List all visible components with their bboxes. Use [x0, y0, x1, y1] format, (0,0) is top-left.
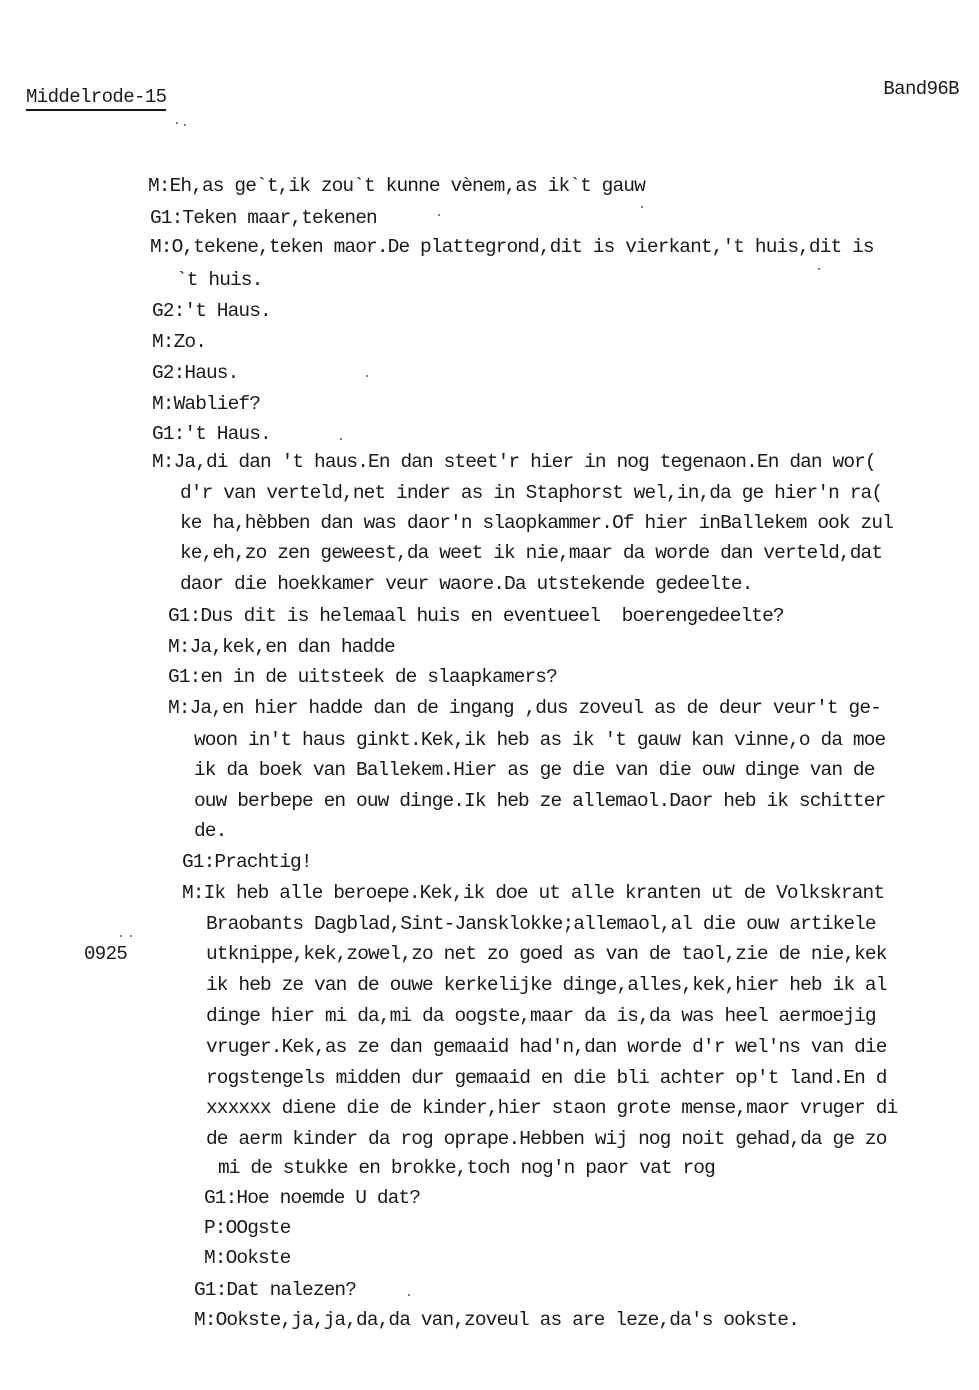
transcript-line: M:Ja,di dan 't haus.En dan steet'r hier in nog tegenaon.En dan wor( — [152, 451, 876, 473]
ink-speck — [366, 375, 368, 377]
tape-label: Band96B — [883, 78, 959, 100]
transcript-line: daor die hoekkamer veur waore.Da utstekende gedeelte. — [180, 573, 753, 595]
transcript-line: de. — [194, 820, 227, 842]
transcript-line: ouw berbepe en ouw dinge.Ik heb ze allemaol.Daor heb ik schitter — [194, 790, 886, 812]
transcript-line: ik heb ze van de ouwe kerkelijke dinge,alles,kek,hier heb ik al — [206, 974, 887, 996]
transcript-line: G1:'t Haus. — [152, 423, 271, 445]
transcript-line: G2:'t Haus. — [152, 300, 271, 322]
ink-speck — [641, 206, 643, 208]
transcript-line: M:Ja,kek,en dan hadde — [168, 636, 395, 658]
document-title: Middelrode-15 — [26, 86, 166, 111]
transcript-line: G1:en in de uitsteek de slaapkamers? — [168, 666, 557, 688]
transcript-line: G1:Dus dit is helemaal huis en eventueel boerengedeelte? — [168, 605, 784, 627]
transcript-line: M:Ik heb alle beroepe.Kek,ik doe ut alle kranten ut de Volkskrant — [182, 882, 885, 904]
ink-speck — [130, 935, 132, 937]
transcript-line: G1:Hoe noemde U dat? — [204, 1187, 421, 1209]
transcript-line: rogstengels midden dur gemaaid en die bli achter op't land.En d — [206, 1067, 887, 1089]
transcript-line: M:Ookste,ja,ja,da,da van,zoveul as are leze,da's ookste. — [194, 1309, 799, 1331]
transcript-line: xxxxxx diene die de kinder,hier staon grote mense,maor vruger di — [206, 1097, 898, 1119]
ink-speck — [340, 438, 342, 440]
transcript-line: G1:Prachtig! — [182, 851, 312, 873]
transcript-line: ik da boek van Ballekem.Hier as ge die van die ouw dinge van de — [194, 759, 875, 781]
ink-speck — [120, 935, 122, 937]
transcript-line: utknippe,kek,zowel,zo net zo goed as van de taol,zie de nie,kek — [206, 943, 887, 965]
transcript-line: woon in't haus ginkt.Kek,ik heb as ik 't gauw kan vinne,o da moe — [194, 729, 886, 751]
transcript-line: G2:Haus. — [152, 362, 239, 384]
transcript-line: P:OOgste — [204, 1217, 291, 1239]
transcript-line: dinge hier mi da,mi da oogste,maar da is,da was heel aermoejig — [206, 1005, 876, 1027]
transcript-line: M:Eh,as ge`t,ik zou`t kunne vènem,as ik`t gauw — [148, 175, 645, 197]
ink-speck — [818, 268, 820, 270]
transcript-line: M:Zo. — [152, 331, 207, 353]
transcript-line: mi de stukke en brokke,toch nog'n paor vat rog — [218, 1157, 715, 1179]
transcript-line: M:Ja,en hier hadde dan de ingang ,dus zoveul as de deur veur't ge- — [168, 697, 881, 719]
transcript-line: G1:Dat nalezen? — [194, 1279, 357, 1301]
transcript-line: M:O,tekene,teken maor.De plattegrond,dit is vierkant,'t huis,dit is — [150, 236, 874, 258]
ink-speck — [438, 214, 440, 216]
transcript-line: M:Wablief? — [152, 393, 261, 415]
transcript-line: d'r van verteld,net inder as in Staphorst wel,in,da ge hier'n ra( — [180, 482, 883, 504]
transcript-line: Braobants Dagblad,Sint-Jansklokke;allemaol,al die ouw artikele — [206, 913, 876, 935]
ink-speck — [184, 124, 186, 126]
transcript-line: `t huis. — [176, 269, 263, 291]
transcript-line: de aerm kinder da rog oprape.Hebben wij nog noit gehad,da ge zo — [206, 1128, 887, 1150]
transcript-line: G1:Teken maar,tekenen — [150, 207, 377, 229]
transcript-line: ke,eh,zo zen geweest,da weet ik nie,maar da worde dan verteld,dat — [180, 542, 883, 564]
ink-speck — [176, 122, 178, 124]
transcript-line: ke ha,hèbben dan was daor'n slaopkammer.Of hier inBallekem ook zul — [180, 512, 893, 534]
transcript-line: M:Ookste — [204, 1247, 291, 1269]
margin-counter: 0925 — [84, 943, 128, 965]
ink-speck — [408, 1294, 410, 1296]
transcript-line: vruger.Kek,as ze dan gemaaid had'n,dan worde d'r wel'ns van die — [206, 1036, 887, 1058]
